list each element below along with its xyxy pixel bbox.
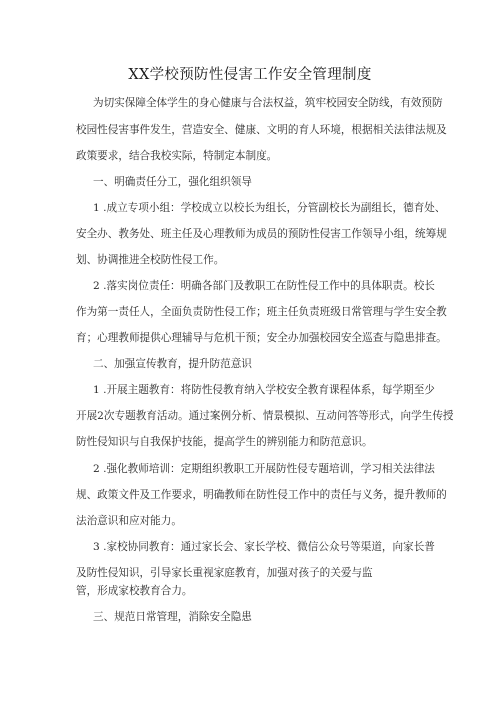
item-1-2-line-1: 2 .落实岗位责任：明确各部门及教职工在防性侵工作中的具体职责。校长 <box>93 280 435 292</box>
item-2-3-line-3: 管，形成家校教育合力。 <box>76 585 193 597</box>
intro-line-1: 为切实保障全体学生的身心健康与合法权益，筑牢校园安全防线，有效预防 <box>93 97 443 109</box>
item-1-1-line-2: 安全办、教务处、班主任及心理教师为成员的预防性侵害工作领导小组，统筹规 <box>76 228 447 240</box>
intro-line-3: 政策要求，结合我校实际，特制定本制度。 <box>76 150 278 162</box>
item-2-2-line-2: 规、政策文件及工作要求，明确教师在防性侵工作中的责任与义务，提升教师的 <box>76 489 447 501</box>
item-2-3-line-2: 及防性侵知识，引导家长重视家庭教育，加强对孩子的关爱与监 <box>76 567 373 579</box>
item-1-2-line-3: 育；心理教师提供心理辅导与危机干预；安全办加强校园安全巡查与隐患排查。 <box>76 332 447 344</box>
item-2-1-line-1: 1 .开展主题教育：将防性侵教育纳入学校安全教育课程体系，每学期至少 <box>93 384 435 396</box>
document-title: XX学校预防性侵害工作安全管理制度 <box>128 67 372 83</box>
item-1-2-line-2: 作为第一责任人，全面负责防性侵工作；班主任负责班级日常管理与学生安全教 <box>76 306 447 318</box>
item-2-2-line-3: 法治意识和应对能力。 <box>76 515 182 527</box>
item-2-1-line-3: 防性侵知识与自我保护技能，提高学生的辨别能力和防范意识。 <box>76 436 373 448</box>
section-3-heading: 三、规范日常管理，消除安全隐患 <box>93 611 252 623</box>
intro-line-2: 校园性侵害事件发生，营造安全、健康、文明的育人环境，根据相关法律法规及 <box>76 124 447 136</box>
item-2-2-line-1: 2 .强化教师培训：定期组织教职工开展防性侵专题培训，学习相关法律法 <box>93 463 435 475</box>
item-2-3-line-1: 3 .家校协同教育：通过家长会、家长学校、微信公众号等渠道，向家长普 <box>93 541 435 553</box>
section-2-heading: 二、加强宣传教育，提升防范意识 <box>93 358 252 370</box>
item-1-1-line-1: 1 .成立专项小组：学校成立以校长为组长，分管副校长为副组长，德育处、 <box>93 202 446 214</box>
item-1-1-line-3: 划、协调推进全校防性侵工作。 <box>76 254 225 266</box>
section-1-heading: 一、明确责任分工，强化组织领导 <box>93 176 252 188</box>
item-2-1-line-2: 开展2次专题教育活动。通过案例分析、情景模拟、互动问答等形式，向学生传授 <box>76 410 454 422</box>
